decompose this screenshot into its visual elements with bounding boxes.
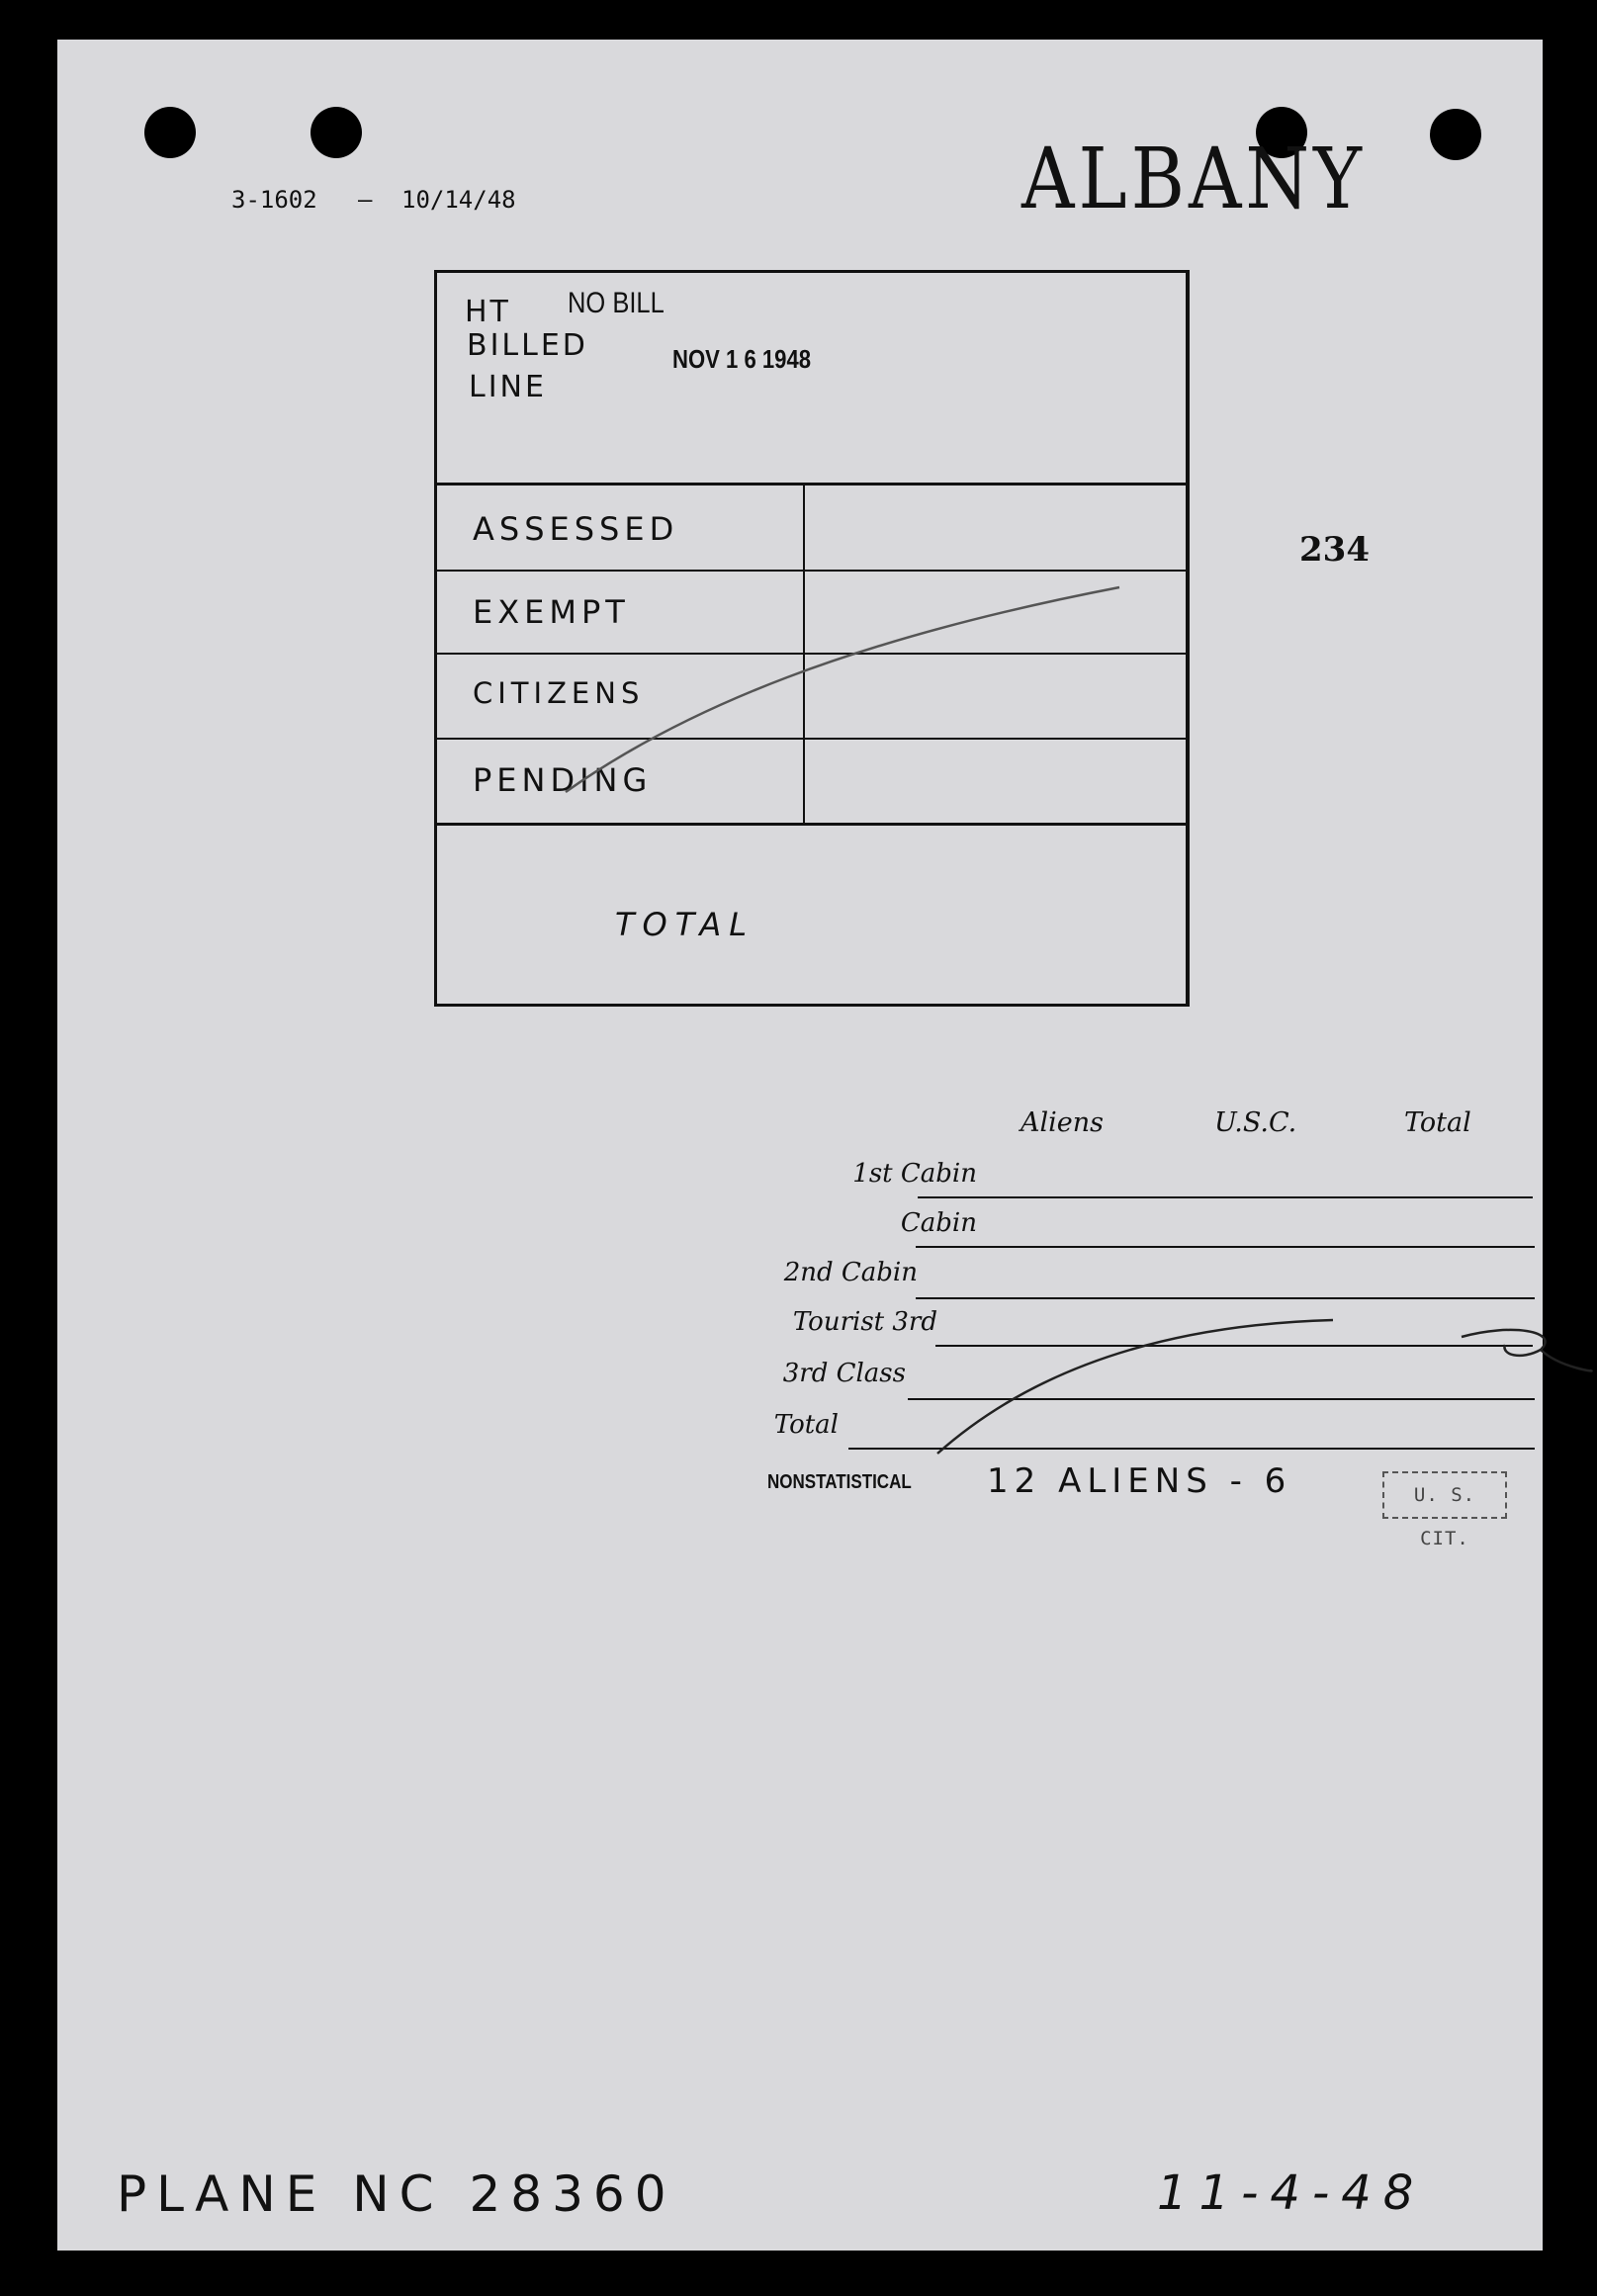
arrival-date: 11-4-48: [1157, 2165, 1426, 2221]
tally-head-line-3: LINE: [469, 370, 547, 404]
date-stamp: NOV 1 6 1948: [672, 344, 812, 374]
tally-box: [434, 270, 1190, 1007]
header-dash: —: [358, 186, 373, 214]
tally-head-line-2: BILLED: [467, 328, 588, 363]
row-cabin-line: [916, 1246, 1535, 1248]
row-1st-cabin: 1st Cabin: [852, 1159, 977, 1189]
file-number: 3-1602: [231, 186, 317, 214]
column-usc: U.S.C.: [1214, 1107, 1297, 1138]
row-total-summary: Total: [773, 1410, 839, 1440]
nonstatistical-label: NONSTATISTICAL: [767, 1471, 912, 1493]
punch-hole: [1430, 109, 1481, 160]
row-1st-cabin-line: [918, 1196, 1533, 1198]
file-date: 10/14/48: [401, 186, 516, 214]
row-assessed: ASSESSED: [473, 510, 679, 548]
no-bill-stamp: NO BILL: [568, 287, 665, 319]
plane-registration: PLANE NC 28360: [117, 2165, 676, 2223]
row-total: TOTAL: [615, 906, 755, 943]
row-exempt: EXEMPT: [473, 593, 630, 631]
row-pending: PENDING: [473, 761, 653, 799]
punch-hole: [311, 107, 362, 158]
manifest-card: [57, 40, 1543, 2251]
row-3rd-class: 3rd Class: [782, 1359, 906, 1388]
row-cabin: Cabin: [900, 1208, 977, 1238]
cancel-stroke: [908, 1266, 1597, 1463]
nonstatistical-value: 12 ALIENS - 6: [987, 1461, 1292, 1501]
punch-hole: [144, 107, 196, 158]
cancel-stroke: [437, 273, 1193, 1010]
port-stamp: ALBANY: [1021, 131, 1367, 228]
row-tourist-3rd: Tourist 3rd: [792, 1307, 937, 1337]
column-total: Total: [1404, 1107, 1471, 1138]
page-number: 234: [1299, 530, 1370, 570]
usc-stamp: U. S. CIT.: [1382, 1471, 1507, 1519]
column-aliens: Aliens: [1020, 1107, 1104, 1138]
tally-head-line-1: HT: [465, 295, 511, 329]
row-citizens: CITIZENS: [473, 676, 645, 710]
row-2nd-cabin: 2nd Cabin: [783, 1258, 918, 1287]
